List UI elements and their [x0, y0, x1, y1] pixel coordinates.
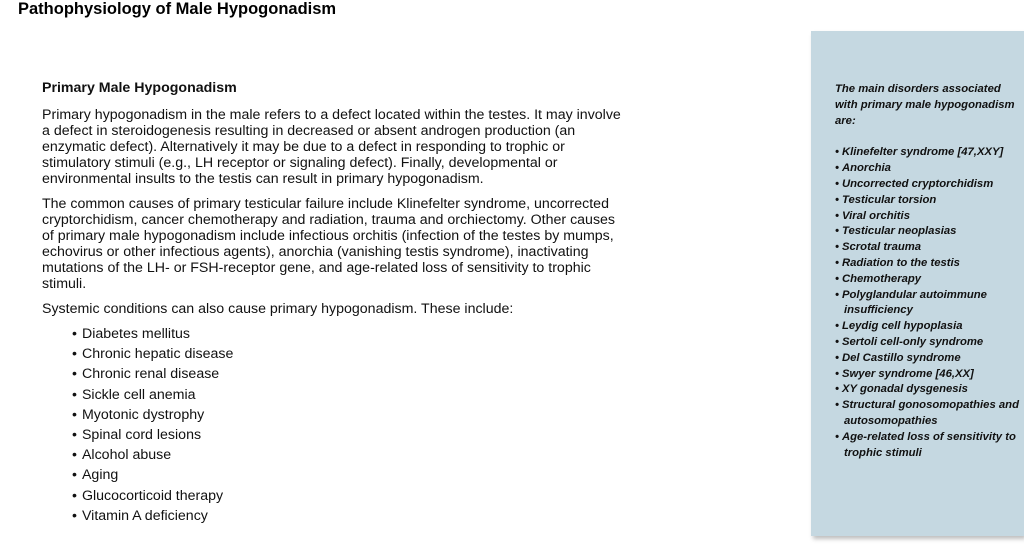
list-item: • Sickle cell anemia [72, 385, 622, 405]
systemic-conditions-list [42, 324, 622, 526]
sidebar-panel [811, 31, 1024, 536]
section-heading: Primary Male Hypogonadism [42, 80, 237, 96]
list-item: • Klinefelter syndrome [47,XXY] [835, 145, 1020, 161]
list-item: • Scrotal trauma [835, 240, 1020, 256]
list-item: • Vitamin A deficiency [72, 506, 622, 526]
list-item: • Alcohol abuse [72, 445, 622, 465]
list-item: • XY gonadal dysgenesis [835, 382, 1020, 398]
list-item: • Sertoli cell-only syndrome [835, 335, 1020, 351]
main-content [42, 80, 622, 526]
list-item: • Chronic hepatic disease [72, 344, 622, 364]
list-item: • Swyer syndrome [46,XX] [835, 367, 1020, 383]
list-item: • Aging [72, 465, 622, 485]
list-item: • Viral orchitis [835, 209, 1020, 225]
list-item: • Glucocorticoid therapy [72, 486, 622, 506]
list-item: • Leydig cell hypoplasia [835, 319, 1020, 335]
list-item: • Structural gonosomopathies and autosomopathies [835, 398, 1020, 430]
list-item: • Radiation to the testis [835, 256, 1020, 272]
paragraph-common-causes: The common causes of primary testicular failure include Klinefelter syndrome, uncorrected cryptorchidism, cancer chemotherapy and radiation, trauma and orchiectomy. Other causes of primary male hypogonadism include infectious orchitis (infection of the testes by mumps, echovirus or other infectious agents), anorchia (vanishing testis syndrome), inactivating mutations of the LH- or FSH-receptor gene, and age-related loss of sensitivity to trophic stimuli. [42, 196, 616, 292]
list-item: • Spinal cord lesions [72, 425, 622, 445]
paragraph-systemic-conditions: Systemic conditions can also cause primary hypogonadism. These include: [42, 301, 514, 317]
sidebar-intro: The main disorders associated with primary male hypogonadism are: [835, 83, 1015, 127]
list-item: • Chemotherapy [835, 272, 1020, 288]
paragraph-definition: Primary hypogonadism in the male refers to a defect located within the testes. It may involve a defect in steroidogenesis resulting in decreased or absent androgen production (an enzymatic defect). Alternatively it may be due to a defect in responding to trophic or stimulatory stimuli (e.g., LH receptor or signaling defect). Finally, developmental or environmental insults to the testis can result in primary hypogonadism. [42, 107, 621, 187]
list-item: • Testicular neoplasias [835, 224, 1020, 240]
list-item: • Del Castillo syndrome [835, 351, 1020, 367]
disorders-list [835, 145, 1020, 461]
list-item: • Anorchia [835, 161, 1020, 177]
list-item: • Age-related loss of sensitivity to trophic stimuli [835, 430, 1020, 462]
list-item: • Diabetes mellitus [72, 324, 622, 344]
list-item: • Testicular torsion [835, 193, 1020, 209]
list-item: • Polyglandular autoimmune insufficiency [835, 288, 1020, 320]
page-title: Pathophysiology of Male Hypogonadism [18, 0, 337, 18]
sidebar-content [835, 82, 1020, 461]
list-item: • Chronic renal disease [72, 364, 622, 384]
list-item: • Uncorrected cryptorchidism [835, 177, 1020, 193]
list-item: • Myotonic dystrophy [72, 405, 622, 425]
